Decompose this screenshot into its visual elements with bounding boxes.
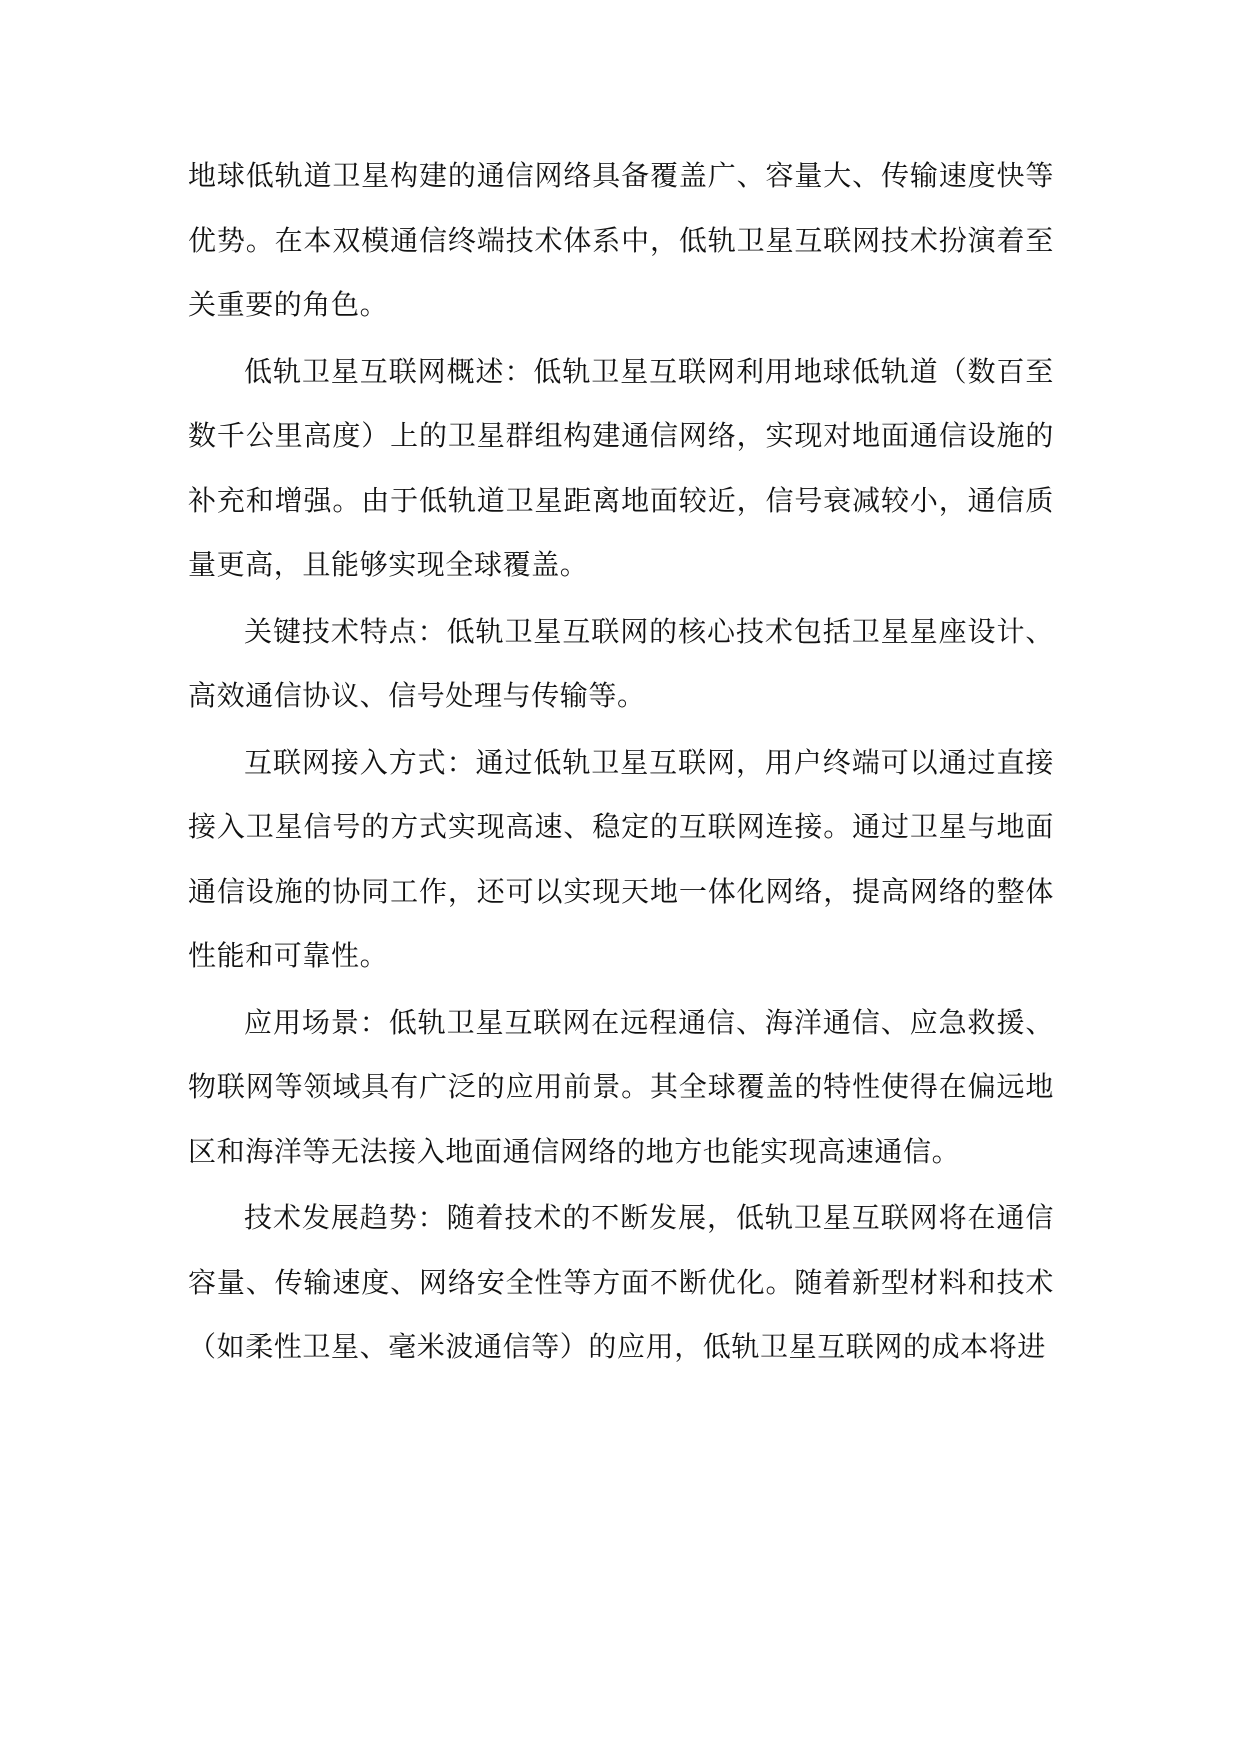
document-body [188, 144, 1054, 1382]
paragraph-applications: 应用场景：低轨卫星互联网在远程通信、海洋通信、应急救援、物联网等领域具有广泛的应用前景。其全球覆盖的特性使得在偏远地区和海洋等无法接入地面通信网络的地方也能实现高速通信。 [188, 1005, 1054, 1168]
paragraph-key-features: 关键技术特点：低轨卫星互联网的核心技术包括卫星星座设计、高效通信协议、信号处理与传输等。 [188, 614, 1054, 712]
paragraph-intro: 地球低轨道卫星构建的通信网络具备覆盖广、容量大、传输速度快等优势。在本双模通信终端技术体系中，低轨卫星互联网技术扮演着至关重要的角色。 [188, 159, 1054, 321]
paragraph-overview: 低轨卫星互联网概述：低轨卫星互联网利用地球低轨道（数百至数千公里高度）上的卫星群组构建通信网络，实现对地面通信设施的补充和增强。由于低轨道卫星距离地面较近，信号衰减较小，通信质量更高，且能够实现全球覆盖。 [188, 354, 1054, 581]
paragraph-trends: 技术发展趋势：随着技术的不断发展，低轨卫星互联网将在通信容量、传输速度、网络安全性等方面不断优化。随着新型材料和技术（如柔性卫星、毫米波通信等）的应用，低轨卫星互联网的成本将进 [188, 1201, 1054, 1363]
paragraph-access-method: 互联网接入方式：通过低轨卫星互联网，用户终端可以通过直接接入卫星信号的方式实现高速、稳定的互联网连接。通过卫星与地面通信设施的协同工作，还可以实现天地一体化网络，提高网络的整体性能和可靠性。 [188, 745, 1054, 972]
